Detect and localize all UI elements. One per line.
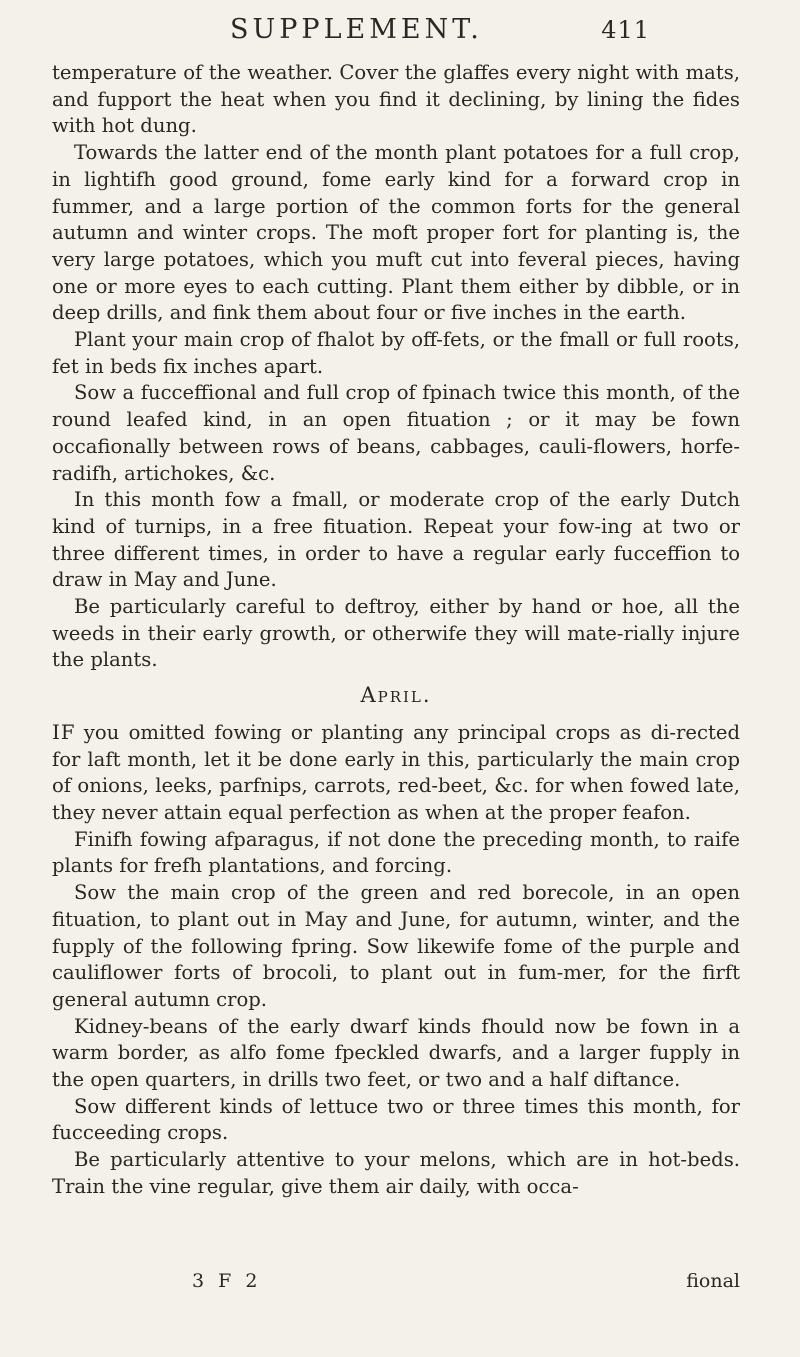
paragraph: temperature of the weather. Cover the glaffes every night with mats, and fupport the heat when you find it declining, by lining the fides with hot dung. — [52, 61, 740, 138]
signature-mark: 3 F 2 — [192, 1270, 262, 1292]
paragraph: Be particularly attentive to your melons, which are in hot-beds. Train the vine regular, give them air daily, with occa- — [52, 1148, 740, 1198]
paragraph: Sow the main crop of the green and red borecole, in an open fituation, to plant out in May and June, for autumn, winter, and the fupply of the following fpring. Sow likewife fome of the purple and cauliflower forts of brocoli, to plant out in fum-mer, for the firft general autumn crop. — [52, 881, 740, 1011]
paragraph: Sow different kinds of lettuce two or three times this month, for fucceeding crops. — [52, 1094, 740, 1145]
running-title: SUPPLEMENT. — [230, 14, 483, 45]
section-heading: April. — [360, 683, 432, 708]
catchword: fional — [686, 1270, 740, 1292]
paragraph: IF you omitted fowing or planting any principal crops as di-rected for laft month, let it be done early in this, particularly the main crop of onions, leeks, parfnips, carrots, red-beet, &c. for when fowed late, they never attain equal perfection as when at the proper feafon. — [52, 719, 740, 824]
paragraph: Be particularly careful to deftroy, either by hand or hoe, all the weeds in their early growth, or otherwife they will mate-rially injure the plants. — [52, 595, 740, 672]
paragraph: Towards the latter end of the month plant potatoes for a full crop, in lightifh good ground, fome early kind for a forward crop in fummer, and a large portion of the common forts for the general autumn and winter crops. The moft proper fort for planting is, the very large potatoes, which you muft cut into feveral pieces, having one or more eyes to each cutting. Plant them either by dibble, or in deep drills, and fink them about four or five inches in the earth. — [52, 141, 740, 325]
paragraph: Finifh fowing afparagus, if not done the preceding month, to raife plants for frefh plantations, and forcing. — [52, 827, 740, 878]
paragraph: Kidney-beans of the early dwarf kinds fhould now be fown in a warm border, as alfo fome fpeckled dwarfs, and a larger fupply in the open quarters, in drills two feet, or two and a half diftance. — [52, 1014, 740, 1092]
paragraph: In this month fow a fmall, or moderate crop of the early Dutch kind of turnips, in a free fituation. Repeat your fow-ing at two or three different times, in order to have a regular early fucceffion to draw in May and June. — [52, 488, 740, 592]
page-header — [230, 14, 650, 45]
page-number: 411 — [601, 16, 650, 44]
page-body — [52, 60, 740, 1201]
page-footer — [52, 1270, 740, 1292]
paragraph: Plant your main crop of fhalot by off-fets, or the fmall or full roots, fet in beds fix inches apart. — [52, 328, 740, 378]
paragraph: Sow a fucceffional and full crop of fpinach twice this month, of the round leafed kind, in an open fituation ; or it may be fown occafionally between rows of beans, cabbages, cauli-flowers, horfe-radifh, artichokes, &c. — [52, 381, 740, 485]
